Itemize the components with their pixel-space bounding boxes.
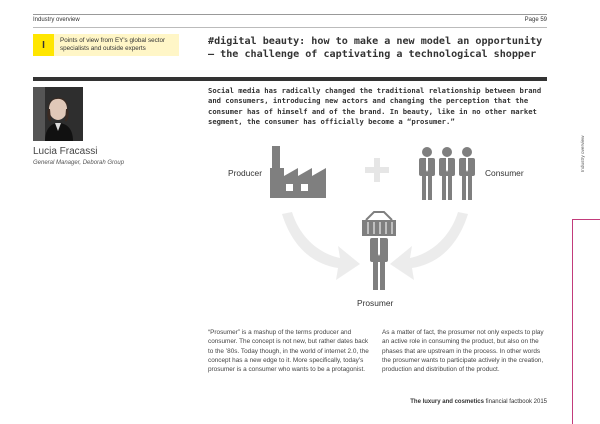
section-divider-bar (33, 77, 547, 81)
pov-text: Points of view from EY's global sector specialists and outside experts (60, 37, 166, 52)
intro-paragraph: Social media has radically changed the traditional relationship between brand and consumers, introducing new actors and changing the perception that the consumer has of himself and of the brand. In beauty, like in no other market segment, the consumer has officially become a “prosumer.” (208, 86, 542, 126)
top-rule (33, 14, 547, 15)
vertical-section-label: Industry overview (580, 135, 585, 172)
portrait-image (33, 87, 83, 141)
person-name: Lucia Fracassi (33, 146, 98, 157)
footer-rest: financial factbook 2015 (483, 399, 547, 405)
portrait-photo (33, 87, 83, 141)
right-arrow-icon (390, 212, 468, 280)
consumer-label: Consumer (485, 168, 524, 178)
header-divider (33, 27, 547, 28)
producer-label: Producer (228, 168, 262, 178)
footer-bold: The luxury and cosmetics (410, 399, 484, 405)
accent-line-vertical (572, 219, 573, 424)
page-number: Page 59 (524, 17, 547, 23)
accent-line-horizontal (572, 219, 600, 220)
person-title: General Manager, Deborah Group (33, 160, 125, 166)
consumers-icon (419, 147, 475, 200)
prosumer-icon (362, 212, 396, 290)
footer (410, 399, 547, 405)
section-label: Industry overview (33, 17, 80, 23)
prosumer-label: Prosumer (357, 298, 394, 308)
pov-badge: I (33, 34, 54, 56)
point-of-view-box (33, 34, 179, 56)
left-arrow-icon (282, 212, 360, 280)
body-text-right: As a matter of fact, the prosumer not only expects to play an active role in consuming the product, but also on the phases that are upstream in the process. In other words the prosumer wants to participate actively in the creation, production and distribution of the product. (382, 329, 544, 374)
plus-icon (365, 158, 389, 182)
article-headline: #digital beauty: how to make a new model an opportunity — the challenge of captivating a technological shopper (208, 36, 543, 60)
factory-icon (270, 146, 326, 198)
prosumer-diagram (200, 138, 550, 318)
body-text-left: “Prosumer” is a mashup of the terms producer and consumer. The concept is not new, but rather dates back to the ’80s. Today though, in the world of internet 2.0, the concept has a new edge to it. More specifically, today’s prosumer is a consumer who wants to be a protagonist. (208, 329, 369, 374)
